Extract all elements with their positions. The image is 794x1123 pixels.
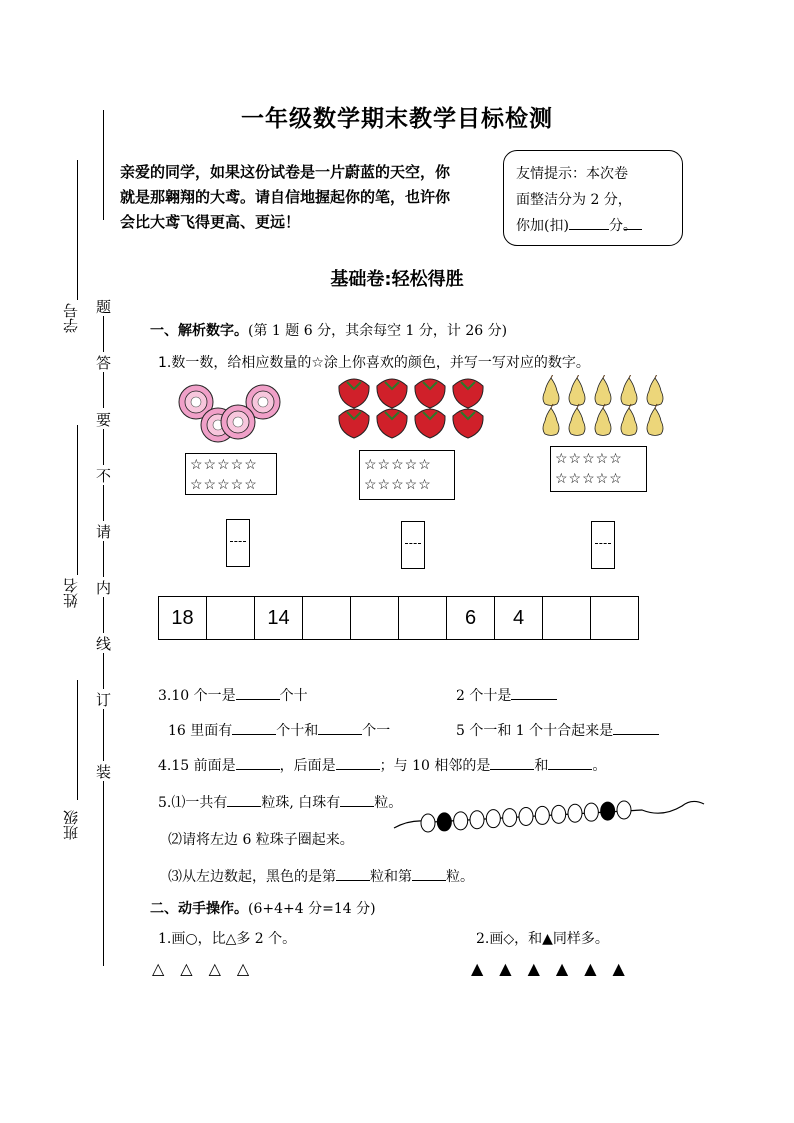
question-text: 个一 bbox=[362, 723, 391, 739]
answer-blank[interactable] bbox=[236, 755, 280, 770]
tip-line: 面整洁分为 2 分， bbox=[516, 192, 632, 208]
class-label: 班级 bbox=[62, 810, 80, 840]
strawberry-icon bbox=[339, 379, 369, 408]
tip-line bbox=[516, 213, 674, 239]
tidiness-score-blank[interactable] bbox=[569, 215, 609, 230]
white-bead[interactable] bbox=[454, 812, 468, 830]
sequence-cell[interactable] bbox=[207, 597, 255, 640]
section2-question-2: 2.画◇，和▲同样多。 bbox=[476, 931, 609, 947]
question-text: 粒和第 bbox=[370, 869, 412, 885]
strawberry-icon bbox=[415, 379, 445, 408]
answer-blank[interactable] bbox=[511, 685, 557, 700]
intro-paragraph: 亲爱的同学，如果这份试卷是一片蔚蓝的天空，你就是那翱翔的大鸢。请自信地握起你的笔，也许你会比大鸢飞得更高、更远！ bbox=[120, 163, 451, 231]
star-box[interactable] bbox=[185, 453, 277, 495]
pear-icon bbox=[647, 375, 663, 406]
strawberry-icon bbox=[377, 379, 407, 408]
pear-icon bbox=[621, 404, 637, 436]
sequence-cell: 14 bbox=[255, 597, 303, 640]
table-row bbox=[159, 597, 639, 640]
answer-blank[interactable] bbox=[613, 720, 659, 735]
white-bead[interactable] bbox=[535, 806, 549, 824]
binding-line-segment bbox=[103, 372, 104, 408]
binding-char: 答 bbox=[96, 354, 112, 372]
sequence-cell[interactable] bbox=[399, 597, 447, 640]
answer-blank[interactable] bbox=[236, 685, 280, 700]
tip-sign-mark bbox=[624, 229, 642, 230]
binding-line-segment bbox=[103, 653, 104, 689]
star-row[interactable]: ☆☆☆☆☆ bbox=[190, 477, 258, 493]
question-text: 16 里面有 bbox=[168, 723, 233, 739]
star-row[interactable]: ☆☆☆☆☆ bbox=[555, 471, 623, 487]
tip-label: 分。 bbox=[608, 218, 637, 234]
number-sequence-table bbox=[158, 596, 639, 640]
star-box[interactable] bbox=[359, 450, 455, 500]
pear-icon bbox=[569, 404, 585, 436]
bead-group bbox=[421, 801, 631, 832]
question-text: ⑶从左边数起，黑色的是第 bbox=[168, 869, 336, 885]
strawberry-group bbox=[334, 377, 490, 439]
binding-line-segment bbox=[103, 429, 104, 465]
binding-char: 内 bbox=[96, 579, 112, 597]
star-row[interactable]: ☆☆☆☆☆ bbox=[555, 451, 623, 467]
pear-icon bbox=[647, 404, 663, 436]
pear-icon bbox=[621, 375, 637, 406]
star-row[interactable]: ☆☆☆☆☆ bbox=[364, 477, 432, 493]
question-text: 5 个一和 1 个十合起来是 bbox=[456, 723, 614, 739]
strawberry-icon bbox=[415, 409, 445, 438]
pear-icon bbox=[543, 375, 559, 406]
answer-blank[interactable] bbox=[490, 755, 534, 770]
binding-char: 不 bbox=[96, 467, 112, 485]
section1-heading: 一、解析数字。 bbox=[150, 323, 248, 339]
number-answer-box[interactable] bbox=[226, 519, 250, 567]
question-4 bbox=[158, 755, 606, 775]
strawberry-icon bbox=[453, 409, 483, 438]
question-text: 4.15 前面是 bbox=[158, 758, 236, 774]
star-box[interactable] bbox=[550, 446, 647, 492]
question-text: 粒珠, 白珠有 bbox=[261, 795, 341, 811]
sequence-cell[interactable] bbox=[351, 597, 399, 640]
tip-box bbox=[503, 150, 683, 246]
binding-char: 要 bbox=[96, 411, 112, 429]
flower-group bbox=[176, 382, 286, 444]
question-text: ，后面是 bbox=[279, 758, 336, 774]
binding-char: 题 bbox=[96, 298, 112, 316]
solid-triangles: ▲ ▲ ▲ ▲ ▲ ▲ bbox=[471, 959, 625, 978]
star-row[interactable]: ☆☆☆☆☆ bbox=[190, 457, 258, 473]
question-text: 3.10 个一是 bbox=[158, 688, 236, 704]
section1-header bbox=[150, 320, 507, 340]
question-text: 5.⑴一共有 bbox=[158, 795, 228, 811]
question-5a bbox=[158, 792, 402, 812]
question-text: ；与 10 相邻的是 bbox=[379, 758, 491, 774]
star-row[interactable]: ☆☆☆☆☆ bbox=[364, 457, 432, 473]
question-5b: ⑵请将左边 6 粒珠子圈起来。 bbox=[168, 832, 354, 848]
sequence-cell[interactable] bbox=[303, 597, 351, 640]
number-answer-box[interactable] bbox=[401, 521, 425, 569]
binding-char: 线 bbox=[96, 635, 112, 653]
white-bead[interactable] bbox=[421, 814, 435, 832]
pear-icon bbox=[569, 375, 585, 406]
question-text: 个十和 bbox=[276, 723, 319, 739]
answer-blank[interactable] bbox=[318, 720, 362, 735]
binding-char: 装 bbox=[96, 763, 112, 781]
question-text: 2 个十是 bbox=[456, 688, 512, 704]
pear-icon bbox=[543, 404, 559, 436]
section-subtitle: 基础卷:轻松得胜 bbox=[330, 269, 464, 290]
sequence-cell[interactable] bbox=[591, 597, 639, 640]
strawberry-icon bbox=[339, 409, 369, 438]
answer-blank[interactable] bbox=[227, 792, 261, 807]
sequence-cell[interactable] bbox=[543, 597, 591, 640]
number-answer-box[interactable] bbox=[591, 521, 615, 569]
binding-line-segment bbox=[103, 709, 104, 761]
section2-heading: 二、动手操作。 bbox=[150, 901, 248, 917]
question-3a bbox=[158, 685, 308, 705]
answer-blank[interactable] bbox=[412, 866, 446, 881]
strawberry-icon bbox=[377, 409, 407, 438]
answer-blank[interactable] bbox=[340, 792, 374, 807]
binding-line-segment bbox=[103, 781, 104, 966]
black-bead[interactable] bbox=[601, 802, 615, 820]
question-text: 。 bbox=[592, 758, 607, 774]
white-bead[interactable] bbox=[486, 810, 500, 828]
answer-blank[interactable] bbox=[336, 755, 380, 770]
white-bead[interactable] bbox=[584, 803, 598, 821]
binding-line-segment bbox=[103, 541, 104, 577]
binding-char: 订 bbox=[96, 691, 112, 709]
bead-string bbox=[392, 788, 710, 838]
white-bead[interactable] bbox=[519, 808, 533, 826]
pear-icon bbox=[595, 404, 611, 436]
white-bead[interactable] bbox=[568, 804, 582, 822]
question-3d bbox=[456, 720, 659, 740]
section2-question-1: 1.画○，比△多 2 个。 bbox=[158, 931, 297, 947]
binding-line-segment bbox=[103, 597, 104, 633]
white-bead[interactable] bbox=[503, 809, 517, 827]
pear-icon bbox=[595, 375, 611, 406]
section1-score-note: (第 1 题 6 分，其余每空 1 分，计 26 分) bbox=[248, 323, 508, 339]
question-text: 和 bbox=[534, 758, 549, 774]
white-bead[interactable] bbox=[617, 801, 631, 819]
page-title: 一年级数学期末教学目标检测 bbox=[241, 106, 553, 132]
question-text: 粒。 bbox=[446, 869, 474, 885]
hollow-triangles: △ △ △ △ bbox=[152, 959, 250, 978]
flower-icon bbox=[221, 405, 255, 439]
binding-line-segment bbox=[103, 485, 104, 521]
strawberry-icon bbox=[453, 379, 483, 408]
answer-blank[interactable] bbox=[232, 720, 276, 735]
class-field[interactable] bbox=[77, 680, 78, 800]
question-text: 个十 bbox=[279, 688, 308, 704]
question-text: 粒。 bbox=[374, 795, 403, 811]
answer-blank[interactable] bbox=[548, 755, 592, 770]
student-no-label: 学号 bbox=[62, 303, 80, 333]
white-bead[interactable] bbox=[470, 811, 484, 829]
binding-line-segment bbox=[103, 316, 104, 352]
section2-header bbox=[150, 898, 376, 918]
pear-group bbox=[538, 375, 668, 439]
sequence-cell: 6 bbox=[447, 597, 495, 640]
binding-char: 请 bbox=[96, 523, 112, 541]
section2-score-note: (6+4+4 分=14 分) bbox=[248, 901, 376, 917]
question-3b bbox=[456, 685, 557, 705]
question-5c bbox=[168, 866, 474, 886]
black-bead[interactable] bbox=[437, 813, 451, 831]
question-3c bbox=[168, 720, 390, 740]
question-1: 1.数一数，给相应数量的☆涂上你喜欢的颜色，并写一写对应的数字。 bbox=[158, 355, 590, 371]
sequence-cell: 4 bbox=[495, 597, 543, 640]
answer-blank[interactable] bbox=[336, 866, 370, 881]
sequence-cell: 18 bbox=[159, 597, 207, 640]
tip-line: 友情提示：本次卷 bbox=[516, 166, 628, 182]
name-label: 姓名 bbox=[62, 578, 80, 608]
tip-label: 你加(扣) bbox=[516, 218, 569, 234]
name-field[interactable] bbox=[77, 425, 78, 575]
white-bead[interactable] bbox=[552, 805, 566, 823]
